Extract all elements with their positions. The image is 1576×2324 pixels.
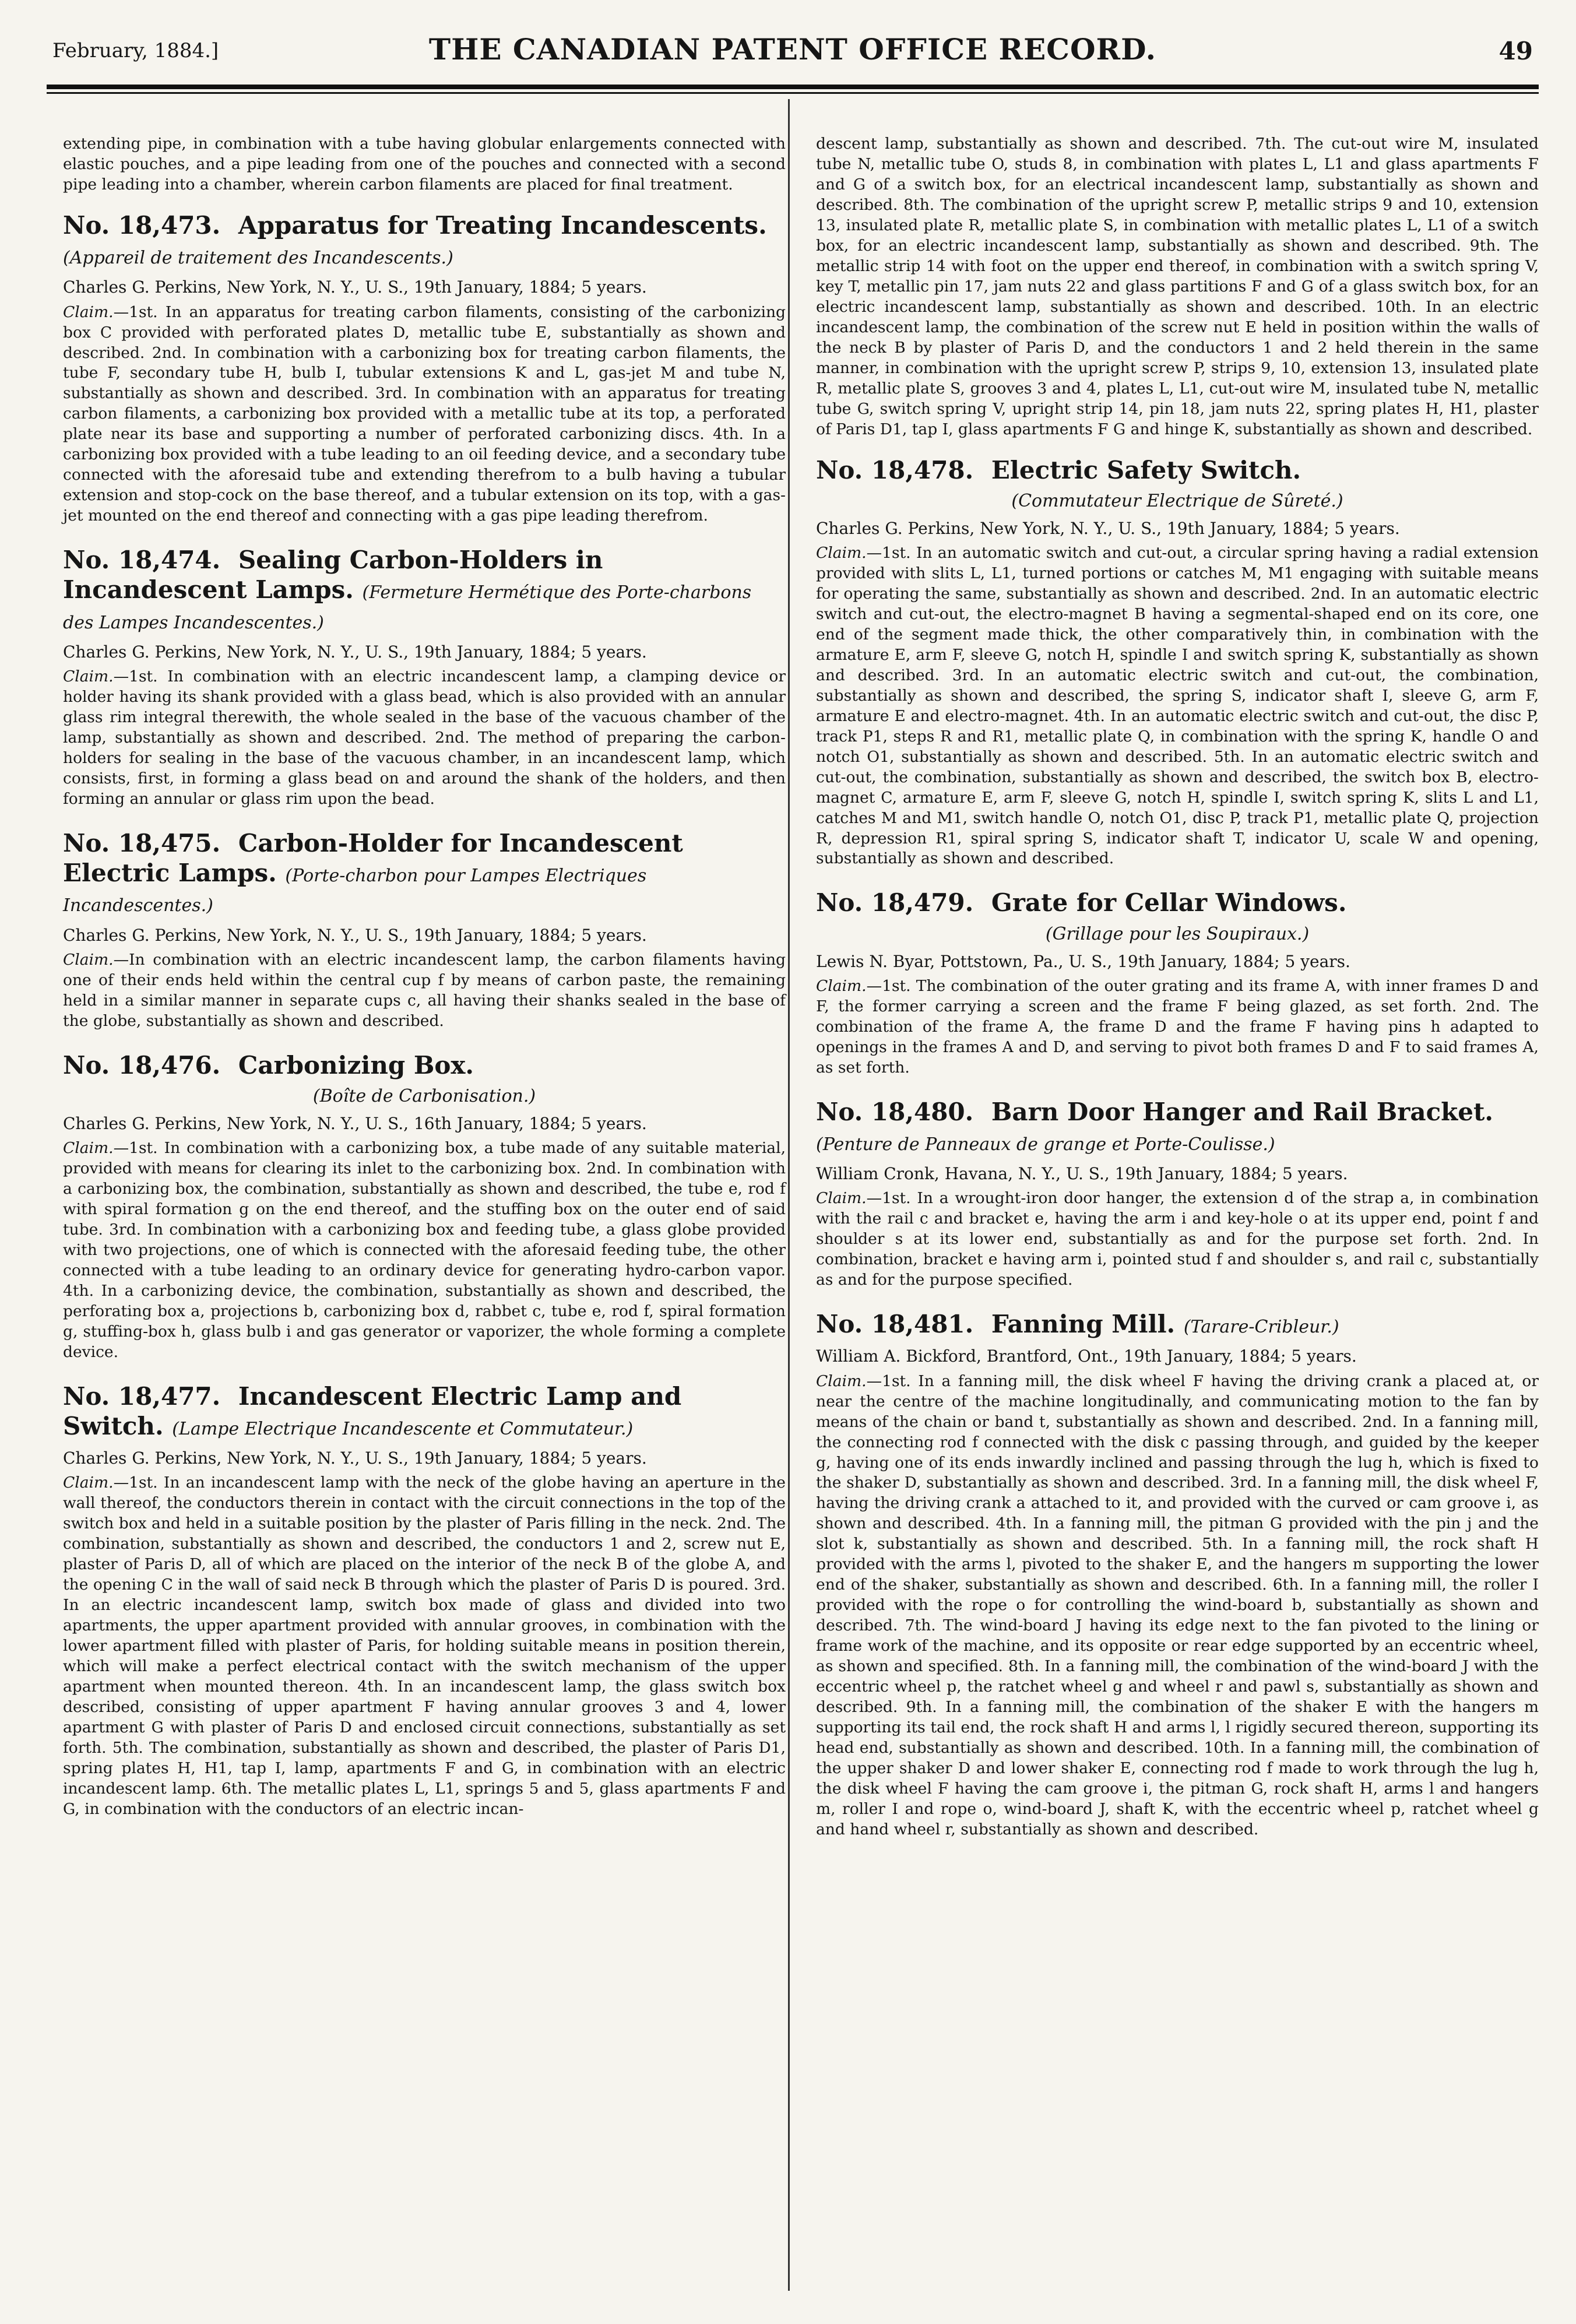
claim-label: Claim.	[816, 1189, 867, 1208]
french-title: (Grillage pour les Soupiraux.)	[1045, 923, 1310, 944]
french-title: (Commutateur Electrique de Sûreté.)	[1011, 490, 1343, 511]
claim-body: —1st. In combination with an electric incandescent lamp, a clamping device or holder having its shank provided with a glass bead, which is also provided with an annular glass rim integral therewith, the whole sealed in the base of the vacuous chamber of the lamp, substantially as shown and described. 2nd. The method of preparing the carbon-holders for sealing in the base of the vacuous chamber, in an incandescent lamp, which consists, first, in forming a glass bead on and around the shank of the holders, and then forming an annular or glass rim upon the bead.	[63, 667, 786, 808]
claim-body: —In combination with an electric incandescent lamp, the carbon filaments having one of their ends held within the central cup f by means of carbon paste, the remaining held in a similar manner in separate cups c, all having their shanks sealed in the base of the globe, substantially as shown and described.	[63, 950, 786, 1030]
header-rule	[47, 85, 1539, 89]
right-column	[816, 134, 1539, 1859]
patent-entry	[816, 455, 1539, 870]
entry-heading	[816, 888, 1539, 917]
claim-text	[816, 976, 1539, 1078]
entry-heading	[63, 1050, 786, 1080]
patent-number: No. 18,481.	[816, 1310, 974, 1339]
patent-entry	[63, 210, 786, 526]
claim-body: —1st. In a wrought-iron door hanger, the extension d of the strap a, in combination with the rail c and bracket e, having the arm i and key-hole o at its upper end, point f and shoulder s at its lower end, substantially as and for the purpose set forth. 2nd. In combination, bracket e having arm i, pointed stud f and shoulder s, and rail c, substantially as and for the purpose specified.	[816, 1189, 1539, 1289]
claim-text	[63, 950, 786, 1032]
claim-text	[816, 543, 1539, 870]
claim-body: —1st. In an apparatus for treating carbon filaments, consisting of the carbonizing box C provided with perforated plates D, metallic tube E, substantially as shown and described. 2nd. In combination with a carbonizing box for treating carbon filaments, the tube F, secondary tube H, bulb I, tubular extensions K and L, gas-jet M and tube N, substantially as shown and described. 3rd. In combination with an apparatus for treating carbon filaments, a carbonizing box provided with a metallic tube at its top, a perforated plate near its base and supporting a number of perforated carbonizing discs. 4th. In a carbonizing box provided with a tube leading to an oil feeding device, and a secondary tube connected with the aforesaid tube and extending therefrom to a bulb having a tubular extension and stop-cock on the base thereof, and a tubular extension on its top, with a gas-jet mounted on the end thereof and connecting with a gas pipe leading therefrom.	[63, 303, 786, 525]
entry-heading	[63, 545, 786, 635]
header-rule-thin	[47, 92, 1539, 94]
patent-entry	[63, 828, 786, 1032]
page-header	[52, 32, 1533, 73]
patent-number: No. 18,474.	[63, 546, 221, 575]
entry-heading	[816, 455, 1539, 485]
patent-title: Barn Door Hanger and Rail Bracket.	[991, 1097, 1493, 1126]
entry-heading	[816, 1309, 1539, 1339]
entry-heading	[63, 1381, 786, 1441]
inventor-line: Charles G. Perkins, New York, N. Y., U. S., 19th January, 1884; 5 years.	[816, 518, 1400, 538]
french-title: (Appareil de traitement des Incandescents.)	[63, 248, 453, 269]
french-title: (Lampe Electrique Incandescente et Commutateur.)	[172, 1418, 634, 1439]
column-divider	[788, 99, 790, 2291]
claim-label: Claim.	[63, 950, 114, 969]
inventor-line: Charles G. Perkins, New York, N. Y., U. S., 19th January, 1884; 5 years.	[63, 925, 647, 945]
left-column	[63, 134, 786, 1838]
french-title: (Tarare-Cribleur.)	[1183, 1317, 1339, 1338]
claim-text	[816, 1372, 1539, 1840]
french-title: (Fermeture Hermétique des Porte-charbons des Lampes Incandescentes.)	[63, 582, 752, 633]
claim-body: —1st. The combination of the outer grating and its frame A, with inner frames D and F, the former carrying a screen and the frame F being glazed, as set forth. 2nd. The combination of the frame A, the frame D and the frame F having pins h adapted to openings in the frames A and D, and serving to pivot both frames D and F to said frames A, as set forth.	[816, 976, 1539, 1077]
continued-claim-text: descent lamp, substantially as shown and described. 7th. The cut-out wire M, insulated tube N, metallic tube O, studs 8, in combination with plates L, L1 and glass apartments F and G of a switch box, for an electrical incandescent lamp, substantially as shown and described. 8th. The combination of the upright screw P, metallic strips 9 and 10, extension 13, insulated plate R, metallic plate S, in combination with metallic plates L, L1 of a switch box, for an electric incandescent lamp, substantially as shown and described. 9th. The metallic strip 14 with foot on the upper end thereof, in combination with a switch spring V, key T, metallic pin 17, jam nuts 22 and glass partitions F and G of a glass switch box, for an electric incandescent lamp, substantially as shown and described. 10th. In an electric incandescent lamp, the combination of the screw nut E held in position within the walls of the neck B by plaster of Paris D, and the conductors 1 and 2 held therein in the same manner, in combination with the upright screw P, strips 9, 10, extension 13, insulated plate R, metallic plate S, grooves 3 and 4, plates L, L1, cut-out wire M, insulated tube N, metallic tube G, switch spring V, upright strip 14, pin 18, jam nuts 22, spring plates H, H1, plaster of Paris D1, tap I, glass apartments F G and hinge K, substantially as shown and described.	[816, 135, 1539, 438]
inventor-line: Lewis N. Byar, Pottstown, Pa., U. S., 19th January, 1884; 5 years.	[816, 951, 1350, 971]
page-number: 49	[1498, 37, 1533, 65]
inventor-line: William A. Bickford, Brantford, Ont., 19th January, 1884; 5 years.	[816, 1346, 1357, 1366]
patent-title: Apparatus for Treating Incandescents.	[238, 210, 767, 240]
claim-body: —1st. In an automatic switch and cut-out, a circular spring having a radial extension provided with slits L, L1, turned portions or catches M, M1 engaging with suitable means for operating the same, substantially as shown and described. 2nd. In an automatic electric switch and cut-out, the electro-magnet B having a segmental-shaped end on its core, one end of the segment made thick, the other comparatively thin, in combination with the armature E, arm F, sleeve G, notch H, spindle I and switch spring K, substantially as shown and described. 3rd. In an automatic electric switch and cut-out, the combination, substantially as shown and described, the spring S, indicator shaft I, sleeve G, arm F, armature E and electro-magnet. 4th. In an automatic electric switch and cut-out, the disc P, track P1, steps R and R1, metallic plate Q, in combination with the spring K, handle O and notch O1, substantially as shown and described. 5th. In an automatic electric switch and cut-out, the combination, substantially as shown and described, the switch box B, electro-magnet C, armature E, arm F, sleeve G, notch H, spindle I, switch spring K, slits L and L1, catches M and M1, switch handle O, notch O1, disc P, track P1, metallic plate Q, projection R, depression R1, spiral spring S, indicator shaft T, indicator U, scale W and opening, substantially as shown and described.	[816, 543, 1539, 868]
patent-number: No. 18,480.	[816, 1097, 974, 1126]
continued-claim-text: extending pipe, in combination with a tube having globular enlargements connected with elastic pouches, and a pipe leading from one of the pouches and connected with a second pipe leading into a chamber, wherein carbon filaments are placed for final treatment.	[63, 135, 786, 194]
issue-date: February, 1884.]	[52, 39, 219, 62]
patent-entry	[816, 888, 1539, 1078]
inventor-line: Charles G. Perkins, New York, N. Y., U. S., 16th January, 1884; 5 years.	[63, 1113, 647, 1133]
patent-entry	[63, 545, 786, 810]
claim-label: Claim.	[63, 1474, 114, 1492]
claim-text	[63, 1138, 786, 1363]
claim-text	[63, 1473, 786, 1819]
publication-title: THE CANADIAN PATENT OFFICE RECORD.	[428, 32, 1157, 66]
patent-title: Grate for Cellar Windows.	[991, 888, 1347, 917]
inventor-line: Charles G. Perkins, New York, N. Y., U. S., 19th January, 1884; 5 years.	[63, 1448, 647, 1468]
patent-number: No. 18,479.	[816, 888, 974, 917]
inventor-line: William Cronk, Havana, N. Y., U. S., 19th January, 1884; 5 years.	[816, 1164, 1348, 1184]
patent-title: Carbonizing Box.	[238, 1050, 474, 1080]
claim-body: —1st. In an incandescent lamp with the neck of the globe having an aperture in the wall thereof, the conductors therein in contact with the circuit connections in the top of the switch box and held in a suitable position by the plaster of Paris filling in the neck. 2nd. The combination, substantially as shown and described, the conductors 1 and 2, screw nut E, plaster of Paris D, all of which are placed on the interior of the neck B of the globe A, and the opening C in the wall of said neck B through which the plaster of Paris D is poured. 3rd. In an electric incandescent lamp, switch box made of glass and divided into two apartments, the upper apartment provided with annular grooves, in combination with the lower apartment filled with plaster of Paris, for holding suitable means in position therein, which will make a perfect electrical contact with the switch mechanism of the upper apartment when mounted thereon. 4th. In an incandescent lamp, the glass switch box described, consisting of upper apartment F having annular grooves 3 and 4, lower apartment G with plaster of Paris D and enclosed circuit connections, substantially as set forth. 5th. The combination, substantially as shown and described, the plaster of Paris D1, spring plates H, H1, tap I, lamp, apartments F and G, in combination with an electric incandescent lamp. 6th. The metallic plates L, L1, springs 5 and 5, glass apartments F and G, in combination with the conductors of an electric incan-	[63, 1474, 786, 1818]
inventor-line: Charles G. Perkins, New York, N. Y., U. S., 19th January, 1884; 5 years.	[63, 642, 647, 662]
french-title: (Boîte de Carbonisation.)	[312, 1085, 536, 1106]
patent-number: No. 18,476.	[63, 1050, 221, 1080]
claim-label: Claim.	[63, 1139, 114, 1158]
patent-title: Sealing Carbon-Holders in Incandescent Lamps.	[63, 546, 603, 604]
patent-entry	[816, 1309, 1539, 1840]
claim-label: Claim.	[816, 543, 867, 562]
patent-title: Carbon-Holder for Incandescent Electric Lamps.	[63, 828, 683, 888]
patent-number: No. 18,473.	[63, 210, 221, 240]
patent-title: Fanning Mill.	[991, 1310, 1176, 1339]
inventor-line: Charles G. Perkins, New York, N. Y., U. S., 19th January, 1884; 5 years.	[63, 277, 647, 297]
claim-text	[816, 1189, 1539, 1291]
patent-title: Incandescent Electric Lamp and Switch.	[63, 1381, 682, 1440]
patent-number: No. 18,478.	[816, 455, 974, 484]
claim-label: Claim.	[63, 303, 114, 321]
claim-body: —1st. In a fanning mill, the disk wheel F having the driving crank a placed at, or near the centre of the machine longitudinally, and communicating motion to the fan by means of the chain or band t, substantially as shown and described. 2nd. In a fanning mill, the connecting rod f connected with the disk c passing through, and guided by the keeper g, having one of its ends inwardly inclined and passing through the lug h, which is fixed to the shaker D, substantially as shown and described. 3rd. In a fanning mill, the disk wheel F, having the driving crank a attached to it, and provided with the curved or cam groove i, as shown and described. 4th. In a fanning mill, the pitman G provided with the pin j and the slot k, substantially as shown and described. 5th. In a fanning mill, the rock shaft H provided with the arms l, pivoted to the shaker E, and the hangers m supporting the lower end of the shaker, substantially as shown and described. 6th. In a fanning mill, the roller I provided with the rope o for controlling the wind-board b, substantially as shown and described. 7th. The wind-board J having its edge next to the fan pivoted to the lining or frame work of the machine, and its opposite or rear edge supported by an eccentric wheel, as shown and specified. 8th. In a fanning mill, the combination of the wind-board J with the eccentric wheel p, the ratchet wheel g and wheel r and pawl s, substantially as shown and described. 9th. In a fanning mill, the combination of the shaker E with the hangers m supporting its tail end, the rock shaft H and arms l, l rigidly secured thereon, supporting its head end, substantially as shown and described. 10th. In a fanning mill, the combination of the upper shaker D and lower shaker E, connecting rod f made to work through the lug h, the disk wheel F having the cam groove i, the pitman G, rock shaft H, arms l and hangers m, roller I and rope o, wind-board J, shaft K, with the eccentric wheel p, ratchet wheel g and hand wheel r, substantially as shown and described.	[816, 1372, 1539, 1838]
entry-heading	[63, 210, 786, 270]
patent-entry	[63, 1381, 786, 1820]
claim-label: Claim.	[816, 976, 867, 995]
entry-heading	[63, 828, 786, 918]
claim-body: —1st. In combination with a carbonizing box, a tube made of any suitable material, provided with means for clearing its inlet to the carbonizing box. 2nd. In combination with a carbonizing box, the combination, substantially as shown and described, the tube e, rod f with spiral formation g on the end thereof, and the stuffing box on the outer end of said tube. 3rd. In combination with a carbonizing box and feeding tube, a glass globe provided with two projections, one of which is connected with the aforesaid feeding tube, the other connected with a tube leading to an ordinary device for generating hydro-carbon vapor. 4th. In a carbonizing device, the combination, substantially as shown and described, the perforating box a, projections b, carbonizing box d, rabbet c, tube e, rod f, spiral formation g, stuffing-box h, glass bulb i and gas generator or vaporizer, the whole forming a complete device.	[63, 1139, 786, 1361]
entry-heading	[816, 1097, 1539, 1156]
claim-text	[63, 303, 786, 527]
french-title: (Porte-charbon pour Lampes Electriques Incandescentes.)	[63, 866, 647, 916]
patent-number: No. 18,475.	[63, 828, 221, 857]
french-title: (Penture de Panneaux de grange et Porte-Coulisse.)	[816, 1134, 1275, 1155]
patent-number: No. 18,477.	[63, 1381, 221, 1411]
patent-entry	[63, 1050, 786, 1363]
claim-label: Claim.	[63, 667, 114, 686]
claim-text	[63, 667, 786, 810]
patent-title: Electric Safety Switch.	[991, 455, 1301, 484]
patent-entry	[816, 1097, 1539, 1291]
claim-label: Claim.	[816, 1372, 867, 1390]
